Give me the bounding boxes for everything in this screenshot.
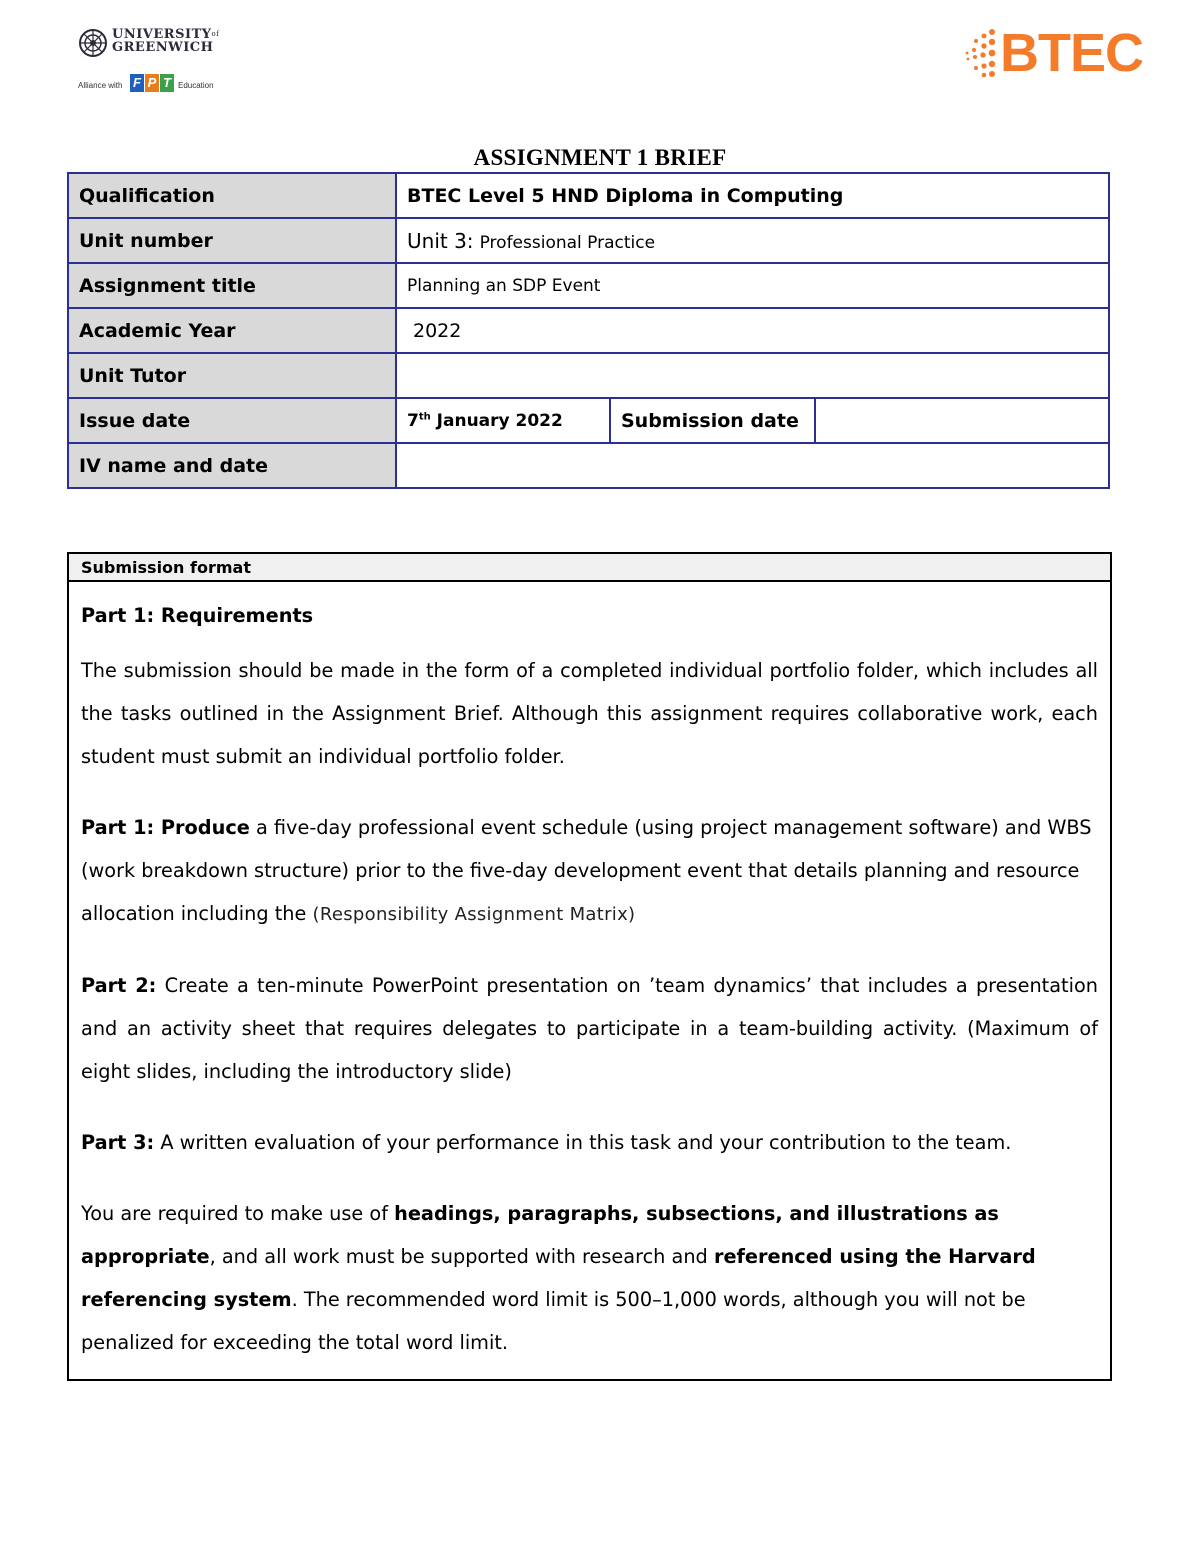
- table-row: [68, 443, 1109, 488]
- unit-tutor-label: Unit Tutor: [68, 353, 396, 398]
- alliance-suffix: Education: [178, 81, 214, 90]
- part1-label: Part 1: Produce: [81, 816, 250, 839]
- btec-logo: [962, 22, 1162, 84]
- fpt-logo: [130, 74, 174, 96]
- table-row: [68, 353, 1109, 398]
- btec-wordmark: BTEC: [1000, 23, 1143, 83]
- submission-format-header: Submission format: [69, 554, 1110, 582]
- submission-date-label: Submission date: [610, 398, 815, 443]
- qualification-value: BTEC Level 5 HND Diploma in Computing: [396, 173, 1109, 218]
- issue-date-rest: January 2022: [436, 410, 563, 431]
- assignment-info-table: [67, 172, 1110, 489]
- unit-number-label: Unit number: [68, 218, 396, 263]
- part1-requirements-heading: Part 1: Requirements: [81, 604, 314, 627]
- unit-number-cell: [396, 218, 1109, 263]
- academic-year-text: 2022: [413, 319, 462, 342]
- submission-format-box: [67, 552, 1112, 1381]
- page-title: ASSIGNMENT 1 BRIEF: [473, 145, 727, 170]
- university-line2: GREENWICH: [112, 40, 214, 55]
- table-row: [68, 308, 1109, 353]
- table-row: [68, 218, 1109, 263]
- req-bold-1: headings, paragraphs, subsections, and illustrations as appropriate: [81, 1202, 999, 1268]
- part3-text: A written evaluation of your performance in this task and your contribution to the team.: [154, 1131, 1012, 1154]
- fpt-letter-p: P: [145, 74, 159, 92]
- req-text-3: . The recommended word limit is 500–1,000 words, although you will not be penalized for exceeding the total word limit.: [81, 1288, 1026, 1354]
- part1-paragraph: [81, 806, 1098, 936]
- part2-text: Create a ten-minute PowerPoint presentation on ’team dynamics’ that includes a presentation and an activity sheet that requires delegates to participate in a team-building activity. (Maximum of eight slides, including the introductory slide): [81, 974, 1098, 1083]
- qualification-label: Qualification: [68, 173, 396, 218]
- submission-date-value: [815, 398, 1109, 443]
- table-row: [68, 173, 1109, 218]
- part3-label: Part 3:: [81, 1131, 155, 1154]
- issue-date-label: Issue date: [68, 398, 396, 443]
- university-of: of: [211, 30, 220, 38]
- university-logo: [78, 26, 228, 96]
- fpt-letter-f: F: [130, 74, 144, 92]
- table-row: [68, 398, 1109, 443]
- requirements-paragraph: [81, 1192, 1098, 1364]
- academic-year-label: Academic Year: [68, 308, 396, 353]
- req-text-1: You are required to make use of: [81, 1202, 395, 1225]
- intro-paragraph: The submission should be made in the form of a completed individual portfolio folder, which includes all the tasks outlined in the Assignment Brief. Although this assignment requires collaborative work, each student must submit an individual portfolio folder.: [81, 659, 1098, 768]
- university-line1: UNIVERSITY: [112, 27, 212, 42]
- issue-date-value: [396, 398, 610, 443]
- issue-date-suffix: th: [418, 410, 431, 422]
- assignment-title-value: Planning an SDP Event: [396, 263, 1109, 308]
- part1-matrix: (Responsibility Assignment Matrix): [312, 904, 636, 925]
- academic-year-value: [396, 308, 1109, 353]
- submission-format-body: [69, 582, 1110, 1364]
- req-text-2: , and all work must be supported with research and: [209, 1245, 714, 1268]
- req-bold-2: referenced using the Harvard referencing system: [81, 1245, 1036, 1311]
- iv-name-date-label: IV name and date: [68, 443, 396, 488]
- part2-label: Part 2:: [81, 974, 157, 997]
- unit-number-value: Professional Practice: [479, 232, 656, 253]
- part1-text: a five-day professional event schedule (using project management software) and WBS (work breakdown structure) prior to the five-day development event that details planning and resource allocation including the: [81, 816, 1092, 925]
- unit-number-prefix: Unit 3:: [407, 228, 474, 253]
- fpt-alliance-logo: [78, 73, 228, 97]
- alliance-prefix: Alliance with: [78, 81, 123, 90]
- university-name: [112, 28, 219, 54]
- part2-paragraph: [81, 964, 1098, 1093]
- part3-paragraph: [81, 1121, 1098, 1164]
- fpt-letter-t: T: [160, 74, 174, 92]
- iv-name-date-value: [396, 443, 1109, 488]
- assignment-title-label: Assignment title: [68, 263, 396, 308]
- university-seal-icon: [78, 28, 108, 58]
- unit-tutor-value: [396, 353, 1109, 398]
- issue-date-day: 7: [407, 410, 419, 431]
- table-row: [68, 263, 1109, 308]
